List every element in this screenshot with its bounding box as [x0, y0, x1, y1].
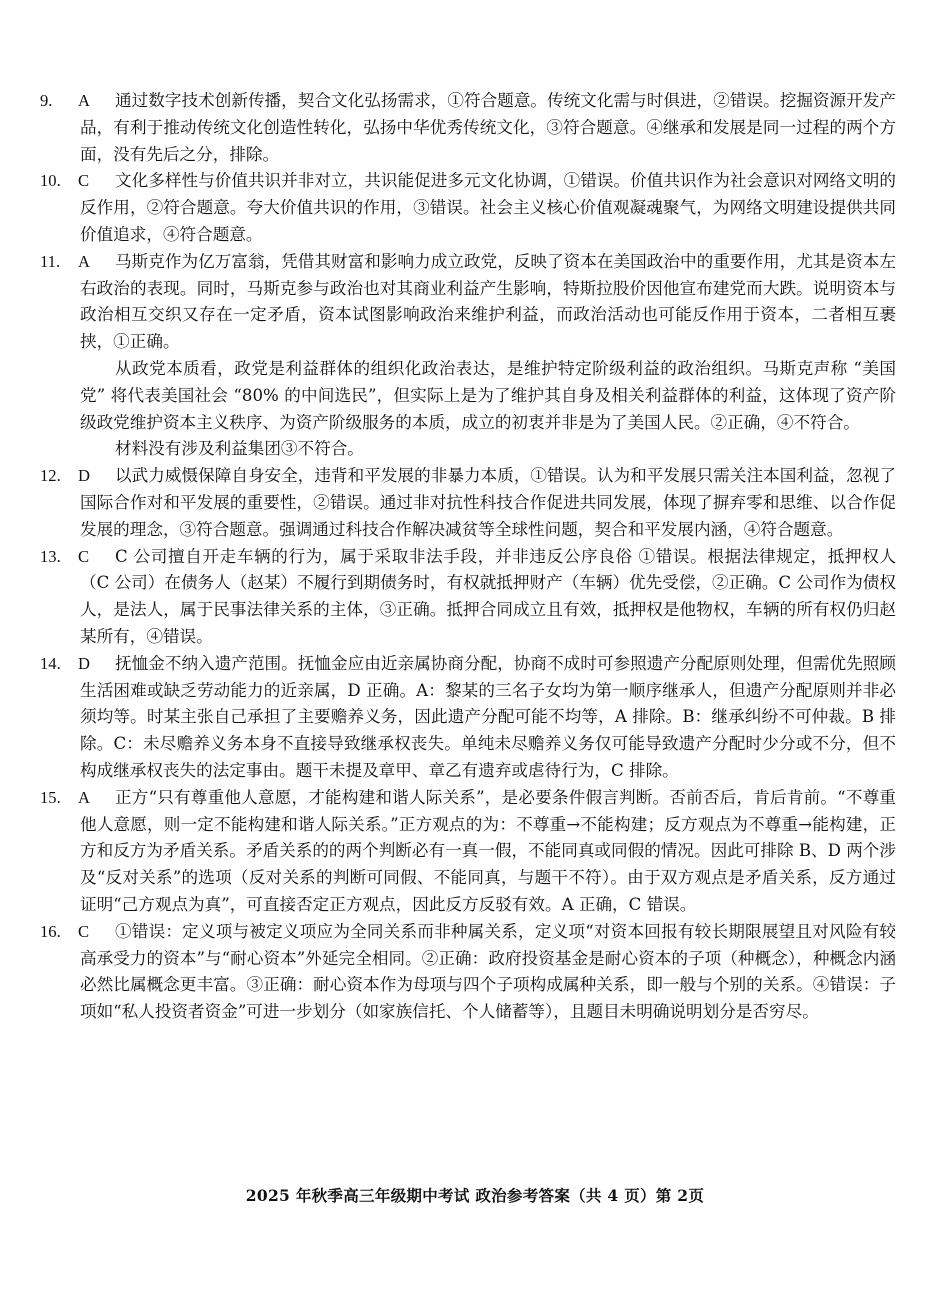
explanation-text: 抚恤金不纳入遗产范围。抚恤金应由近亲属协商分配，协商不成时可参照遗产分配原则处理，但需优先照顾生活困难或缺乏劳动能力的近亲属，D 正确。A：黎某的三名子女均为第一顺序继承人，但遗产分配原则并非必须均等。时某主张自己承担了主要赡养义务，因此遗产分配可能不均等，A 排除。B：继承纠纷不可仲裁。B 排除。C：未尽赡养义务本身不直接导致继承权丧失。单纯未尽赡养义务仅可能导致遗产分配时少分或不分，但不构成继承权丧失的法定事由。题干未提及章甲、章乙有遗弃或虐待行为，C 排除。	[80, 653, 896, 780]
answer-letter: A	[78, 787, 90, 807]
explanation-text: 通过数字技术创新传播，契合文化弘扬需求，①符合题意。传统文化需与时俱进，②错误。挖掘资源开发产品，有利于推动传统文化创造性转化，弘扬中华优秀传统文化，③符合题意。④继承和发展是同一过程的两个方面，没有先后之分，排除。	[80, 91, 896, 164]
question-number: 16.	[40, 921, 61, 941]
question-number: 11.	[40, 251, 61, 271]
explanation-text: C 公司擅自开走车辆的行为，属于采取非法手段，并非违反公序良俗 ①错误。根据法律规定，抵押权人（C 公司）在债务人（赵某）不履行到期债务时，有权就抵押财产（车辆）优先受偿，②正确。C 公司作为债权人，是法人，属于民事法律关系的主体，③正确。抵押合同成立且有效，抵押权是他物权，车辆的所有权仍归赵某所有，④错误。	[80, 546, 896, 646]
answer-letter: A	[78, 91, 90, 110]
answer-list	[40, 88, 896, 1026]
question-number: 13.	[40, 546, 61, 566]
answer-item	[40, 785, 896, 919]
question-number: 14.	[40, 653, 61, 673]
answer-letter: D	[78, 466, 90, 486]
explanation-text: 正方“只有尊重他人意愿，才能构建和谐人际关系”，是必要条件假言判断。否前否后，肯后肯前。“不尊重他人意愿，则一定不能构建和谐人际关系。”正方观点的为：不尊重→不能构建；反方观点为不尊重→能构建，正方和反方为矛盾关系。矛盾关系的的两个判断必有一真一假，不能同真或同假的情况。因此可排除 B、D 两个涉及“反对关系”的选项（反对关系的判断可同假、不能同真，与题干不符）。由于双方观点是矛盾关系，反方通过证明“己方观点为真”，可直接否定正方观点，因此反方反驳有效。A 正确，C 错误。	[80, 787, 896, 914]
answer-letter: C	[78, 171, 90, 191]
explanation-text: 马斯克作为亿万富翁，凭借其财富和影响力成立政党，反映了资本在美国政治中的重要作用，尤其是资本左右政治的表现。同时，马斯克参与政治也对其商业利益产生影响，特斯拉股价因他宣布建党而大跌。说明资本与政治相互交织又存在一定矛盾，资本试图影响政治来维护利益，而政治活动也可能反作用于资本，二者相互裹挟，①正确。	[80, 251, 896, 352]
answer-item	[40, 919, 896, 1026]
explanation-paragraph: 从政党本质看，政党是利益群体的组织化政治表达，是维护特定阶级利益的政治组织。马斯克声称 “美国党” 将代表美国社会 “80% 的中间选民”，但实际上是为了维护其自身及相关利益群体的利益，这体现了资产阶级政党维护资本主义秩序、为资产阶级服务的本质，成立的初衷并非是为了美国人民。②正确，④不符合。	[80, 358, 896, 432]
answer-item	[40, 651, 896, 785]
answer-item	[40, 463, 896, 543]
answer-letter: C	[78, 921, 90, 941]
answer-letter: A	[78, 251, 90, 271]
explanation-text: ①错误：定义项与被定义项应为全同关系而非种属关系，定义项“对资本回报有较长期限展望且对风险有较高承受力的资本”与“耐心资本”外延完全相同。②正确：政府投资基金是耐心资本的子项（种概念），种概念内涵必然比属概念更丰富。③正确：耐心资本作为母项与四个子项构成属种关系，即一般与个别的关系。④错误：子项如“私人投资者资金”可进一步划分（如家族信托、个人储蓄等），且题目未明确说明划分是否穷尽。	[80, 921, 896, 1022]
explanation-text: 文化多样性与价值共识并非对立，共识能促进多元文化协调，①错误。价值共识作为社会意识对网络文明的反作用，②符合题意。夸大价值共识的作用，③错误。社会主义核心价值观凝魂聚气，为网络文明建设提供共同价值追求，④符合题意。	[80, 171, 896, 244]
question-number: 15.	[40, 787, 61, 807]
explanation-text: 以武力威慑保障自身安全，违背和平发展的非暴力本质，①错误。认为和平发展只需关注本国利益，忽视了国际合作对和平发展的重要性，②错误。通过非对抗性科技合作促进共同发展，体现了摒弃零和思维、以合作促发展的理念，③符合题意。强调通过科技合作解决减贫等全球性问题，契合和平发展内涵，④符合题意。	[80, 466, 896, 539]
answer-item	[40, 88, 896, 168]
answer-item	[40, 249, 896, 463]
question-number: 12.	[40, 466, 61, 486]
page-footer: 2025 年秋季高三年级期中考试 政治参考答案（共 4 页）第 2页	[245, 1186, 705, 1205]
answer-letter: D	[78, 653, 90, 673]
answer-item	[40, 168, 896, 248]
question-number: 9.	[40, 91, 53, 110]
explanation-paragraph: 材料没有涉及利益集团③不符合。	[115, 439, 364, 459]
answer-item	[40, 544, 896, 651]
answer-letter: C	[78, 546, 90, 566]
question-number: 10.	[40, 171, 61, 191]
